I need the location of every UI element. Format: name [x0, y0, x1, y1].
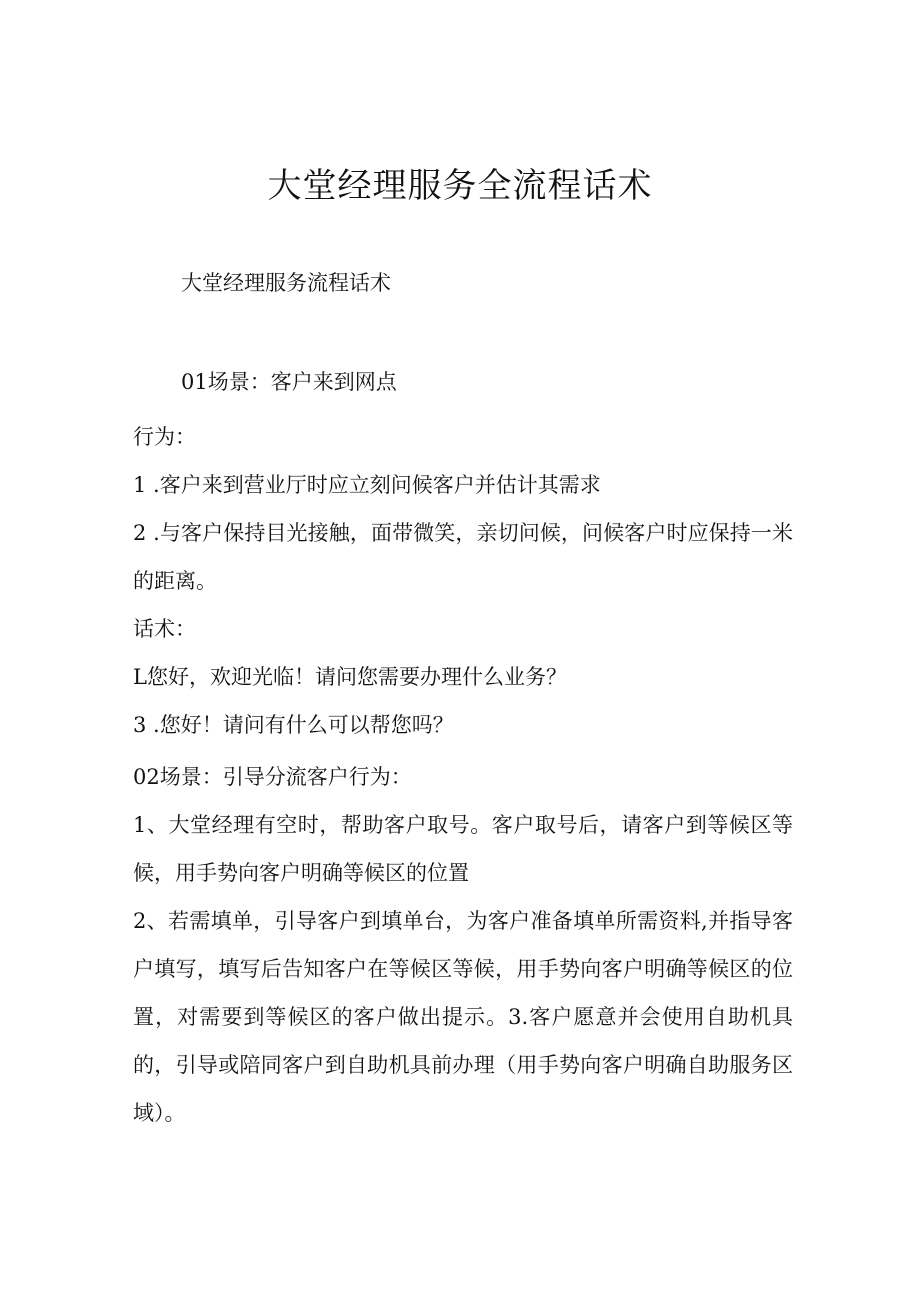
scene1-script-item: L您好，欢迎光临！请问您需要办理什么业务？ [133, 665, 567, 689]
scene2-item: 2、若需填单，引导客户到填单台，为客户准备填单所需资料,并指导客户填写，填写后告知客户在等候区等候，用手势向客户明确等候区的位置，对需要到等候区的客户做出提示。3.客户愿意并会使用自助机具的，引导或陪同客户到自助机具前办理（用手势向客户明确自助服务区域）。 [133, 909, 793, 1125]
scene1-behavior-item: 1 .客户来到营业厅时应立刻问候客户并估计其需求 [133, 473, 601, 497]
scene2-heading: 02场景：引导分流客户行为： [133, 765, 412, 789]
scene1-behavior-label: 行为： [133, 425, 196, 449]
scene1-behavior-item: 2 .与客户保持目光接触，面带微笑，亲切问候，问候客户时应保持一米的距离。 [133, 521, 793, 593]
document-subtitle: 大堂经理服务流程话术 [181, 271, 391, 295]
scene2-item: 1、大堂经理有空时，帮助客户取号。客户取号后，请客户到等候区等候，用手势向客户明确等候区的位置 [133, 813, 793, 885]
scene1-heading: 01场景：客户来到网点 [181, 370, 397, 394]
document-title: 大堂经理服务全流程话术 [267, 166, 653, 206]
scene1-script-label: 话术： [133, 617, 196, 641]
scene1-script-item: 3 .您好！请问有什么可以帮您吗？ [133, 713, 454, 737]
document-body [133, 413, 793, 1137]
